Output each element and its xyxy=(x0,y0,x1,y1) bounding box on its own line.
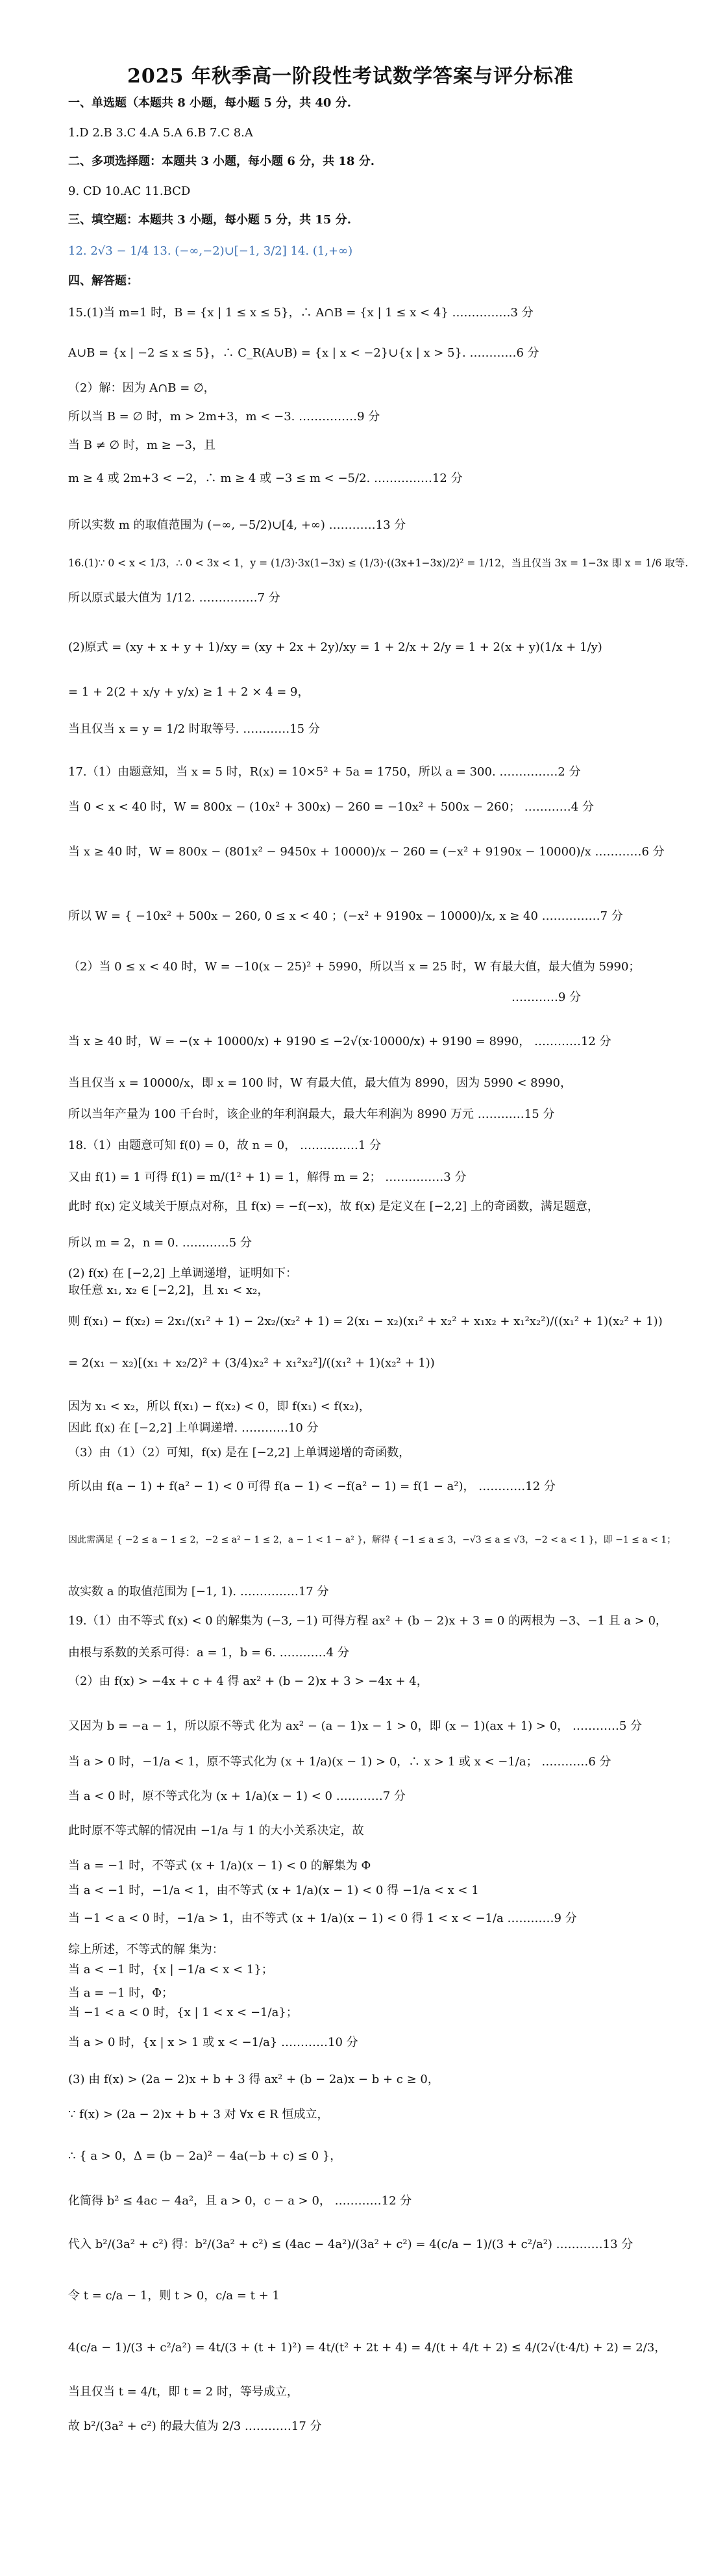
answer-line: 令 t = c/a − 1，则 t > 0，c/a = t + 1 xyxy=(68,2289,280,2303)
answer-line: 当 −1 < a < 0 时，−1/a > 1，由不等式 (x + 1/a)(x − 1) < 0 得 1 < x < −1/a …………9 分 xyxy=(68,1912,577,1925)
answer-line: 当 x ≥ 40 时，W = −(x + 10000/x) + 9190 ≤ −2√(x·10000/x) + 9190 = 8990， …………12 分 xyxy=(68,1035,611,1048)
answer-line: 此时原不等式解的情况由 −1/a 与 1 的大小关系决定，故 xyxy=(68,1824,364,1837)
section-heading: 二、多项选择题：本题共 3 小题，每小题 6 分，共 18 分. xyxy=(68,155,375,168)
answer-line: 16.(1)∵ 0 < x < 1/3，∴ 0 < 3x < 1，y = (1/3)·3x(1−3x) ≤ (1/3)·((3x+1−3x)/2)² = 1/12，当且仅当 3x = 1−3x 即 x = 1/6 取等. xyxy=(68,557,689,569)
answer-line: 1.D 2.B 3.C 4.A 5.A 6.B 7.C 8.A xyxy=(68,126,253,140)
answer-line: 所以由 f(a − 1) + f(a² − 1) < 0 可得 f(a − 1) < −f(a² − 1) = f(1 − a²)， …………12 分 xyxy=(68,1480,556,1493)
answer-line: 当 0 < x < 40 时，W = 800x − (10x² + 300x) − 260 = −10x² + 500x − 260； …………4 分 xyxy=(68,800,594,814)
answer-line: 当 a < −1 时，{x | −1/a < x < 1}； xyxy=(68,1963,273,1976)
answer-line: 化简得 b² ≤ 4ac − 4a²，且 a > 0，c − a > 0， …………12 分 xyxy=(68,2194,412,2208)
answer-line: 又由 f(1) = 1 可得 f(1) = m/(1² + 1) = 1，解得 m = 2； ……………3 分 xyxy=(68,1170,467,1184)
answer-line: 17.（1）由题意知，当 x = 5 时，R(x) = 10×5² + 5a = 1750，所以 a = 300. ……………2 分 xyxy=(68,765,581,779)
answer-line: 则 f(x₁) − f(x₂) = 2x₁/(x₁² + 1) − 2x₂/(x₂² + 1) = 2(x₁ − x₂)(x₁² + x₂² + x₁x₂ + x₁²x₂²)/((x₁² + 1)(x₂² + 1)) xyxy=(68,1315,663,1328)
answer-line: = 1 + 2(2 + x/y + y/x) ≥ 1 + 2 × 4 = 9， xyxy=(68,685,310,699)
answer-line: 当 a > 0 时，{x | x > 1 或 x < −1/a} …………10 分 xyxy=(68,2036,358,2049)
answer-line: 当 −1 < a < 0 时，{x | 1 < x < −1/a}； xyxy=(68,2006,298,2019)
answer-line: 当 a = −1 时，Φ； xyxy=(68,1986,173,2000)
answer-line: 此时 f(x) 定义域关于原点对称，且 f(x) = −f(−x)，故 f(x) 是定义在 [−2,2] 上的奇函数，满足题意， xyxy=(68,1200,599,1213)
answer-line: 当且仅当 x = 10000/x，即 x = 100 时，W 有最大值，最大值为 8990，因为 5990 < 8990， xyxy=(68,1076,572,1090)
answer-line: 因为 x₁ < x₂，所以 f(x₁) − f(x₂) < 0，即 f(x₁) < f(x₂)， xyxy=(68,1400,371,1413)
answer-line: = 2(x₁ − x₂)[(x₁ + x₂/2)² + (3/4)x₂² + x₁²x₂²]/((x₁² + 1)(x₂² + 1)) xyxy=(68,1356,435,1370)
answer-line: 所以 W = { −10x² + 500x − 260, 0 ≤ x < 40 ；(−x² + 9190x − 10000)/x, x ≥ 40 ……………7 分 xyxy=(68,909,623,923)
answer-line: …………9 分 xyxy=(511,991,582,1004)
answer-line: 当且仅当 x = y = 1/2 时取等号. …………15 分 xyxy=(68,722,320,736)
answer-line: 19.（1）由不等式 f(x) < 0 的解集为 (−3, −1) 可得方程 ax² + (b − 2)x + 3 = 0 的两根为 −3、−1 且 a > 0， xyxy=(68,1614,668,1628)
answer-line: 当且仅当 t = 4/t，即 t = 2 时，等号成立， xyxy=(68,2385,299,2399)
answer-line: 综上所述，不等式的解 集为： xyxy=(68,1943,224,1956)
answer-line: 15.(1)当 m=1 时，B = {x | 1 ≤ x ≤ 5}，∴ A∩B = {x | 1 ≤ x < 4} ……………3 分 xyxy=(68,306,534,320)
answer-line: 因此需满足 { −2 ≤ a − 1 ≤ 2，−2 ≤ a² − 1 ≤ 2，a − 1 < 1 − a² }，解得 { −1 ≤ a ≤ 3，−√3 ≤ a ≤ √3，−2 < a < 1 }，即 −1 ≤ a < 1； xyxy=(68,1535,676,1545)
answer-line: ∴ { a > 0，Δ = (b − 2a)² − 4a(−b + c) ≤ 0 }， xyxy=(68,2149,342,2163)
answer-line: 9. CD 10.AC 11.BCD xyxy=(68,184,191,198)
section-heading: 四、解答题： xyxy=(68,274,138,288)
section-heading: 三、填空题：本题共 3 小题，每小题 5 分，共 15 分. xyxy=(68,213,351,227)
answer-line: 当 a = −1 时，不等式 (x + 1/a)(x − 1) < 0 的解集为 Φ xyxy=(68,1859,371,1873)
answer-line: ∵ f(x) > (2a − 2)x + b + 3 对 ∀x ∈ R 恒成立， xyxy=(68,2108,329,2121)
answer-line: （3）由（1）（2）可知，f(x) 是在 [−2,2] 上单调递增的奇函数， xyxy=(68,1446,411,1459)
answer-line: 故实数 a 的取值范围为 [−1, 1). ……………17 分 xyxy=(68,1585,329,1598)
answer-line: （2）解：因为 A∩B = ∅， xyxy=(68,381,215,395)
answer-line: （2）当 0 ≤ x < 40 时，W = −10(x − 25)² + 5990，所以当 x = 25 时，W 有最大值，最大值为 5990； xyxy=(68,960,641,974)
answer-line: 当 x ≥ 40 时，W = 800x − (801x² − 9450x + 10000)/x − 260 = (−x² + 9190x − 10000)/x …………6 分 xyxy=(68,845,665,859)
answer-line: 所以原式最大值为 1/12. ……………7 分 xyxy=(68,591,280,605)
answer-line: 所以 m = 2，n = 0. …………5 分 xyxy=(68,1236,252,1250)
answer-line: A∪B = {x | −2 ≤ x ≤ 5}，∴ C_R(A∪B) = {x | x < −2}∪{x | x > 5}. …………6 分 xyxy=(68,346,539,360)
answer-line: 取任意 x₁, x₂ ∈ [−2,2]，且 x₁ < x₂， xyxy=(68,1283,269,1297)
answer-line: 当 a < 0 时，原不等式化为 (x + 1/a)(x − 1) < 0 …………7 分 xyxy=(68,1789,406,1803)
answer-line: 当 B ≠ ∅ 时，m ≥ −3，且 xyxy=(68,438,216,452)
answer-line: （2）由 f(x) > −4x + c + 4 得 ax² + (b − 2)x + 3 > −4x + 4， xyxy=(68,1674,428,1688)
answer-line: 所以实数 m 的取值范围为 (−∞, −5/2)∪[4, +∞) …………13 分 xyxy=(68,518,406,532)
answer-line: 故 b²/(3a² + c²) 的最大值为 2/3 …………17 分 xyxy=(68,2419,322,2433)
answer-line: 所以当 B = ∅ 时，m > 2m+3，m < −3. ……………9 分 xyxy=(68,410,380,423)
page-title: 2025 年秋季高一阶段性考试数学答案与评分标准 xyxy=(127,65,574,88)
answer-line: 所以当年产量为 100 千台时，该企业的年利润最大，最大年利润为 8990 万元 …………15 分 xyxy=(68,1107,555,1121)
answer-line: 当 a > 0 时，−1/a < 1，原不等式化为 (x + 1/a)(x − 1) > 0，∴ x > 1 或 x < −1/a； …………6 分 xyxy=(68,1755,611,1769)
answer-line: 18.（1）由题意可知 f(0) = 0，故 n = 0， ……………1 分 xyxy=(68,1139,382,1152)
answer-line: 当 a < −1 时，−1/a < 1，由不等式 (x + 1/a)(x − 1) < 0 得 −1/a < x < 1 xyxy=(68,1884,479,1897)
answer-line: 又因为 b = −a − 1，所以原不等式 化为 ax² − (a − 1)x − 1 > 0，即 (x − 1)(ax + 1) > 0， …………5 分 xyxy=(68,1719,643,1733)
answer-line: 因此 f(x) 在 [−2,2] 上单调递增. …………10 分 xyxy=(68,1421,319,1435)
answer-line: (2) f(x) 在 [−2,2] 上单调递增，证明如下： xyxy=(68,1267,297,1280)
answer-line: (2)原式 = (xy + x + y + 1)/xy = (xy + 2x + 2y)/xy = 1 + 2/x + 2/y = 1 + 2(x + y)(1/x + 1/y) xyxy=(68,640,602,654)
answer-line: (3) 由 f(x) > (2a − 2)x + b + 3 得 ax² + (b − 2a)x − b + c ≥ 0， xyxy=(68,2073,439,2086)
answer-line: 代入 b²/(3a² + c²) 得：b²/(3a² + c²) ≤ (4ac − 4a²)/(3a² + c²) = 4(c/a − 1)/(3 + c²/a²) …………13 分 xyxy=(68,2238,633,2251)
answer-line: 4(c/a − 1)/(3 + c²/a²) = 4t/(3 + (t + 1)²) = 4t/(t² + 2t + 4) = 4/(t + 4/t + 2) ≤ 4/(2√(t·4/t) + 2) = 2/3， xyxy=(68,2341,667,2355)
answer-line: 由根与系数的关系可得：a = 1，b = 6. …………4 分 xyxy=(68,1646,349,1660)
answer-line: 12. 2√3 − 1/4 13. (−∞,−2)∪[−1, 3/2] 14. (1,+∞) xyxy=(68,244,353,258)
section-heading: 一、单选题（本题共 8 小题，每小题 5 分，共 40 分. xyxy=(68,96,351,110)
answer-line: m ≥ 4 或 2m+3 < −2，∴ m ≥ 4 或 −3 ≤ m < −5/2. ……………12 分 xyxy=(68,472,463,485)
